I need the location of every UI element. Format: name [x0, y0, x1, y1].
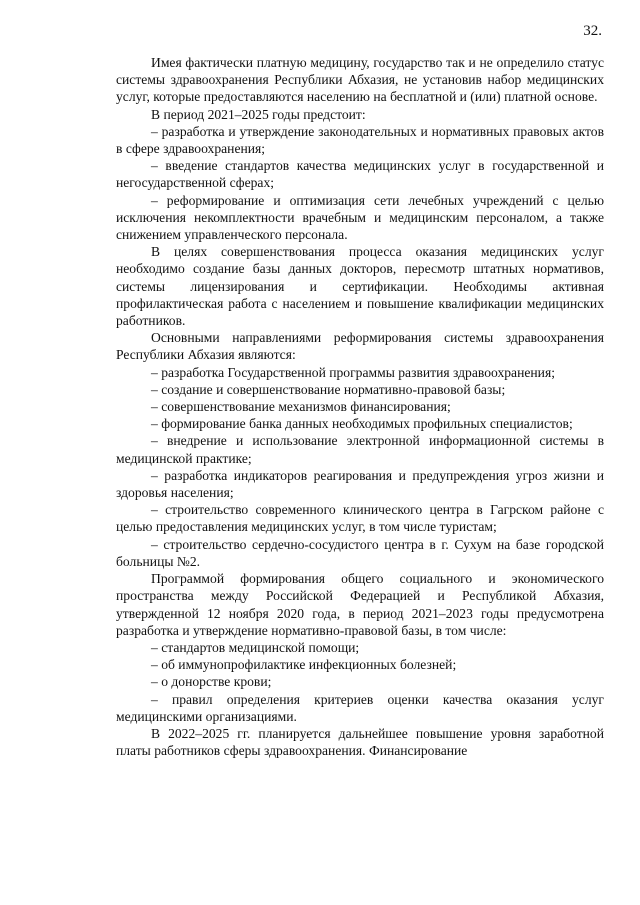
paragraph: – стандартов медицинской помощи;	[151, 639, 360, 655]
paragraph: Основными направлениями реформирования системы здравоохранения Республики Абхазия являются:	[116, 330, 604, 363]
paragraph: – формирование банка данных необходимых профильных специалистов;	[151, 416, 573, 432]
paragraph: – разработка индикаторов реагирования и предупреждения угроз жизни и здоровья населения;	[116, 467, 604, 501]
paragraph: – об иммунопрофилактике инфекционных болезней;	[151, 657, 457, 673]
paragraph: – разработка и утверждение законодательных и нормативных правовых актов в сфере здравоохранения;	[116, 123, 604, 157]
paragraph: – строительство сердечно-сосудистого центра в г. Сухум на базе городской больницы №2.	[116, 536, 604, 569]
paragraph: – совершенствование механизмов финансирования;	[151, 399, 451, 415]
paragraph: – строительство современного клинического центра в Гагрском районе с целью предоставления медицинских услуг, в том числе туристам;	[116, 502, 604, 535]
paragraph: – введение стандартов качества медицинских услуг в государственной и негосударственной сферах;	[116, 158, 604, 191]
paragraph: – правил определения критериев оценки качества оказания услуг медицинскими организациями.	[116, 691, 604, 724]
page-number: 32.	[583, 23, 602, 39]
paragraph: – внедрение и использование электронной информационной системы в медицинской практике;	[116, 433, 604, 466]
paragraph: В 2022–2025 гг. планируется дальнейшее повышение уровня заработной платы работников сферы здравоохранения. Финансирование	[116, 725, 604, 759]
paragraph: – создание и совершенствование нормативно-правовой базы;	[151, 381, 506, 397]
paragraph: Имея фактически платную медицину, государство так и не определило статус системы здравоохранения Республики Абхазия, не установив набор медицинских услуг, которые предоставляются населению на бесплатной и (или) платной основе.	[116, 55, 604, 105]
paragraph: Программой формирования общего социального и экономического пространства между Российской Федерацией и Республикой Абхазия, утвержденной 12 ноября 2020 года, в период 2021–2023 годы предусмотрена разработка и утверждение нормативно-правовой базы, в том числе:	[116, 571, 604, 638]
paragraph: – о донорстве крови;	[151, 674, 272, 690]
paragraph: В период 2021–2025 годы предстоит:	[151, 106, 366, 122]
paragraph: В целях совершенствования процесса оказания медицинских услуг необходимо создание базы данных докторов, пересмотр штатных нормативов, системы лицензирования и сертификации. Необходимы активная профилактическая работа с населением и повышение квалификации медицинских работников.	[116, 244, 604, 329]
paragraph: – разработка Государственной программы развития здравоохранения;	[151, 364, 555, 380]
document-body	[116, 54, 604, 759]
paragraph: – реформирование и оптимизация сети лечебных учреждений с целью исключения некомплектности врачебным и медицинским персоналом, а также снижением управленческого персонала.	[116, 192, 604, 243]
